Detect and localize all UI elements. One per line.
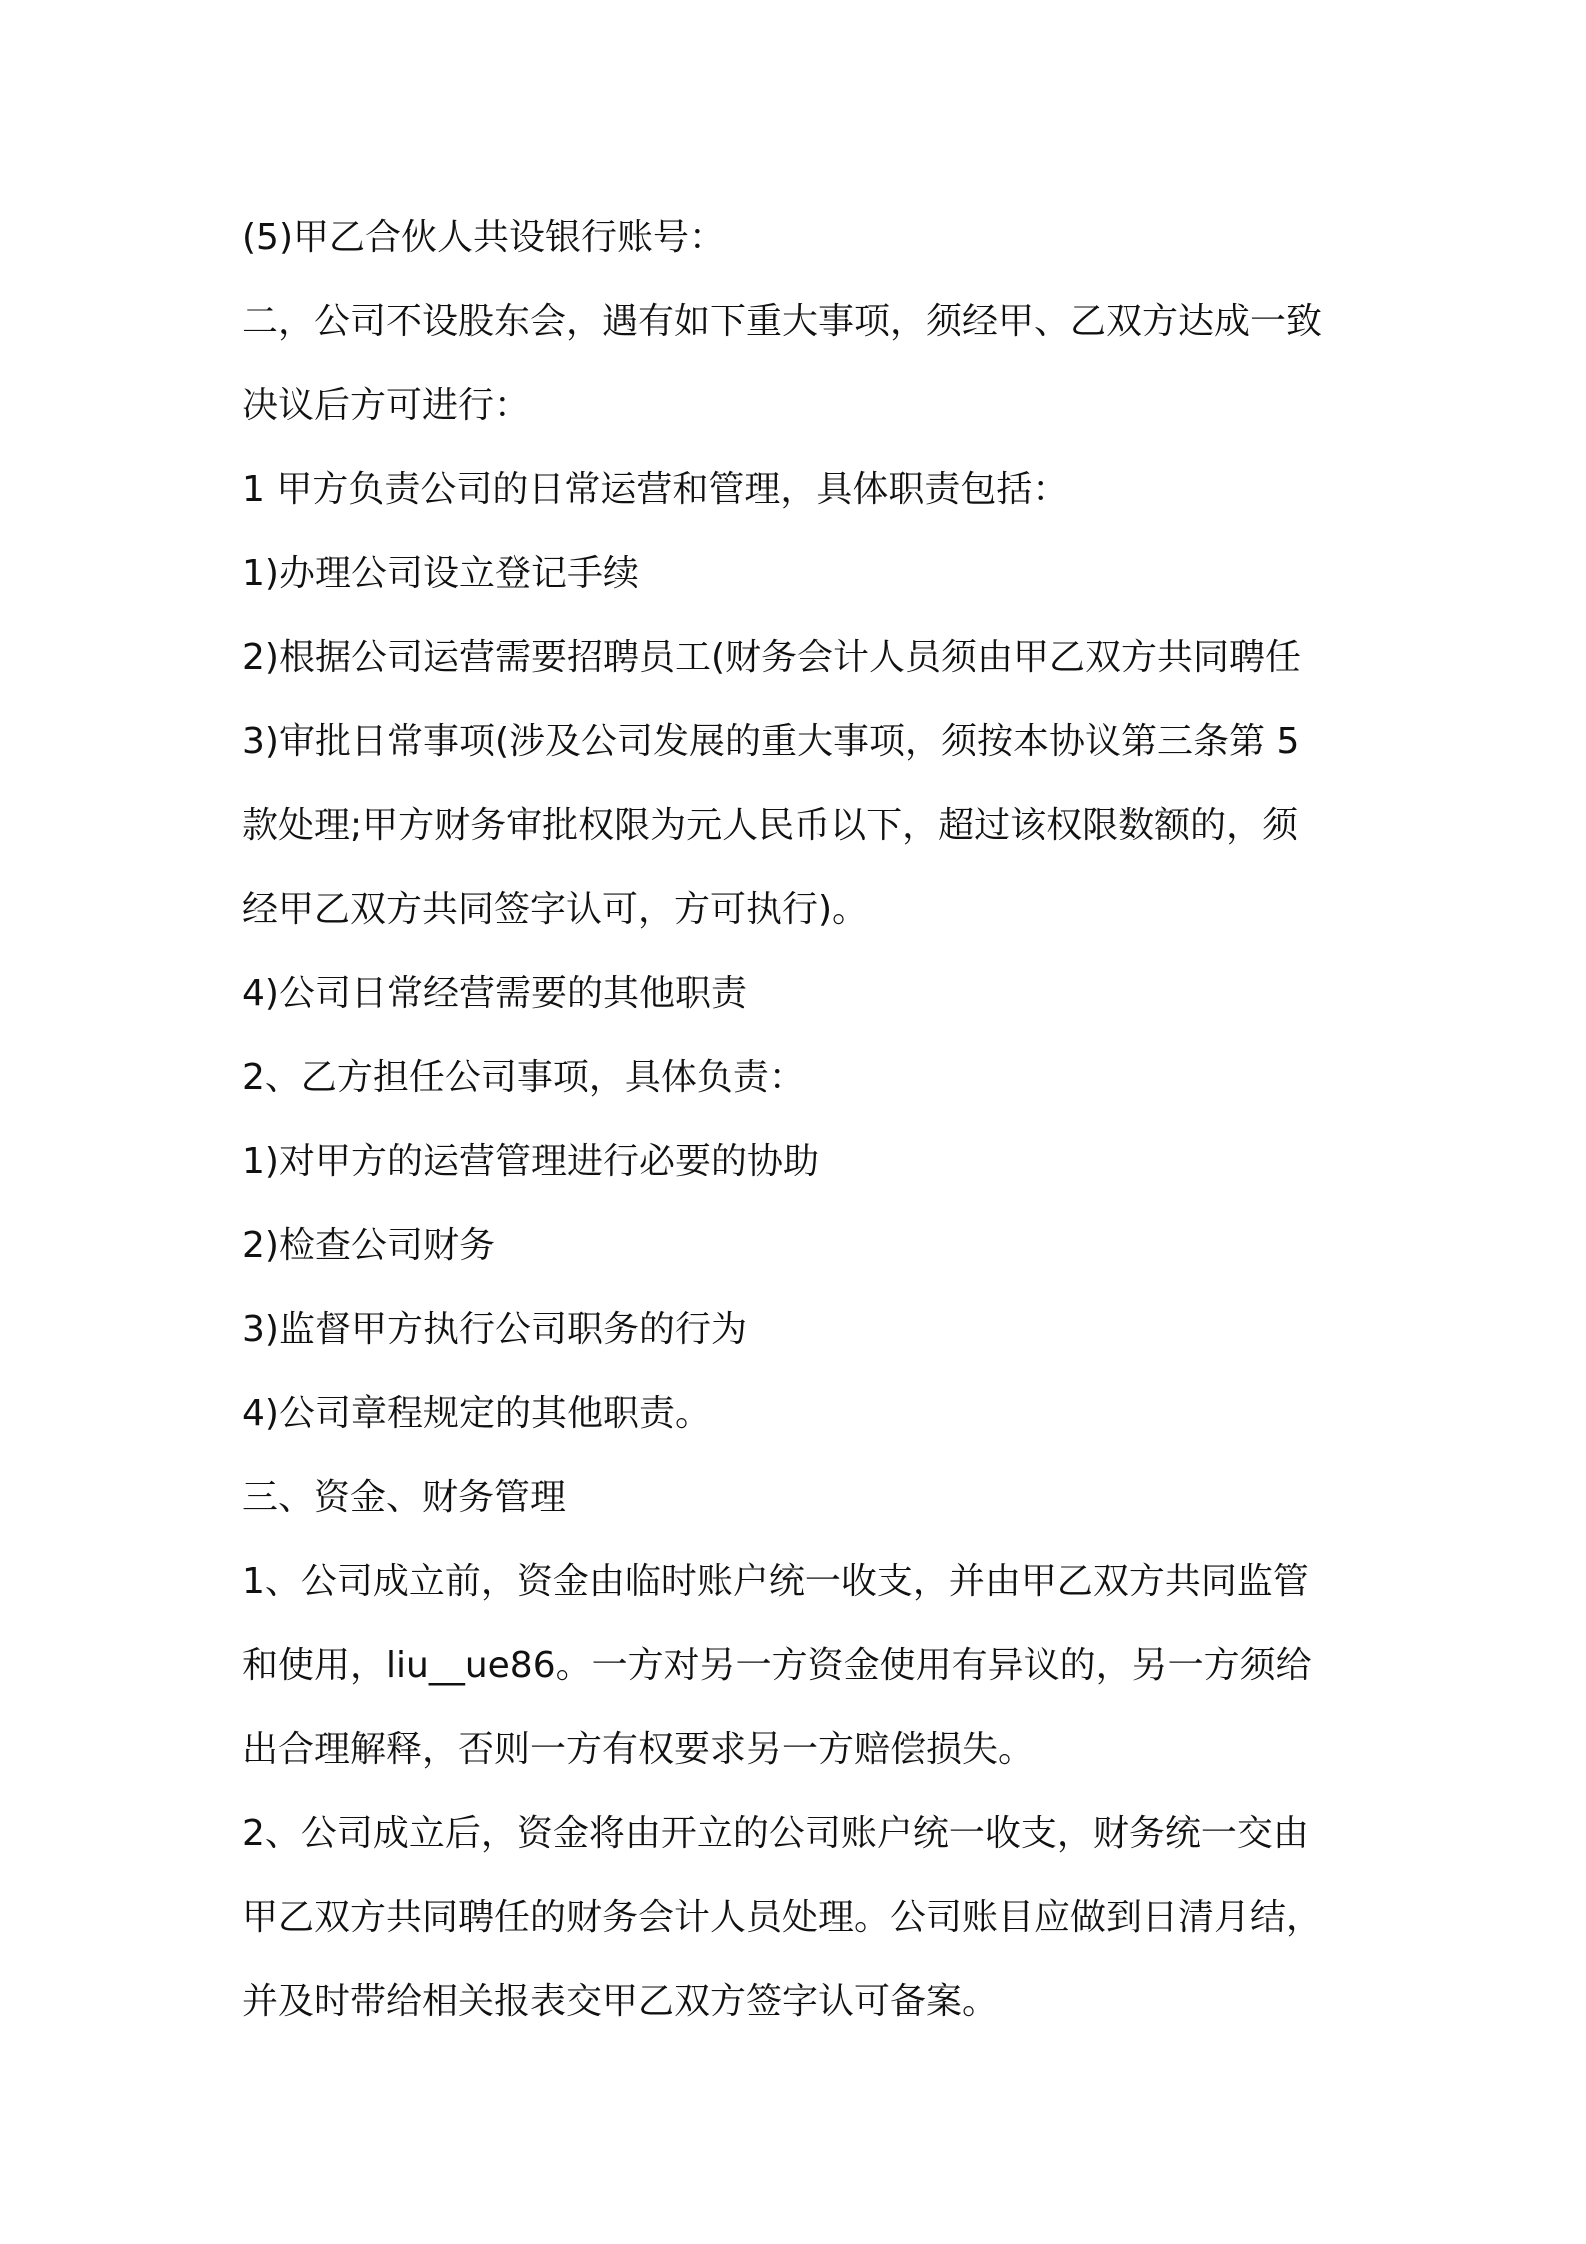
text-line: 4)公司日常经营需要的其他职责 xyxy=(242,973,747,1014)
text-line: 1 甲方负责公司的日常运营和管理，具体职责包括： xyxy=(242,469,1069,510)
text-line: 1)对甲方的运营管理进行必要的协助 xyxy=(242,1141,819,1182)
text-line: 三、资金、财务管理 xyxy=(242,1477,567,1518)
text-line: 决议后方可进行： xyxy=(242,385,531,426)
text-line: 出合理解释，否则一方有权要求另一方赔偿损失。 xyxy=(242,1729,1035,1770)
text-line: 1、公司成立前，资金由临时账户统一收支，并由甲乙双方共同监管 xyxy=(242,1561,1309,1602)
text-line: 经甲乙双方共同签字认可，方可执行)。 xyxy=(242,889,869,930)
text-line: 甲乙双方共同聘任的财务会计人员处理。公司账目应做到日清月结， xyxy=(242,1897,1323,1938)
text-line: 3)审批日常事项(涉及公司发展的重大事项，须按本协议第三条第 5 xyxy=(242,721,1300,762)
text-line: 2)检查公司财务 xyxy=(242,1225,495,1266)
text-line: 款处理;甲方财务审批权限为元人民币以下，超过该权限数额的，须 xyxy=(242,805,1299,846)
text-line: 并及时带给相关报表交甲乙双方签字认可备案。 xyxy=(242,1981,999,2022)
text-line: 2、乙方担任公司事项，具体负责： xyxy=(242,1057,805,1098)
text-line: 二，公司不设股东会，遇有如下重大事项，须经甲、乙双方达成一致 xyxy=(242,301,1323,342)
text-line: 4)公司章程规定的其他职责。 xyxy=(242,1393,711,1434)
text-line: 和使用，liu__ue86。一方对另一方资金使用有异议的，另一方须给 xyxy=(242,1645,1312,1686)
text-line: 3)监督甲方执行公司职务的行为 xyxy=(242,1309,747,1350)
text-line: 2、公司成立后，资金将由开立的公司账户统一收支，财务统一交由 xyxy=(242,1813,1309,1854)
text-line: (5)甲乙合伙人共设银行账号： xyxy=(242,217,725,258)
text-line: 1)办理公司设立登记手续 xyxy=(242,553,639,594)
text-line: 2)根据公司运营需要招聘员工(财务会计人员须由甲乙双方共同聘任 xyxy=(242,637,1301,678)
document-body xyxy=(242,196,1362,2044)
